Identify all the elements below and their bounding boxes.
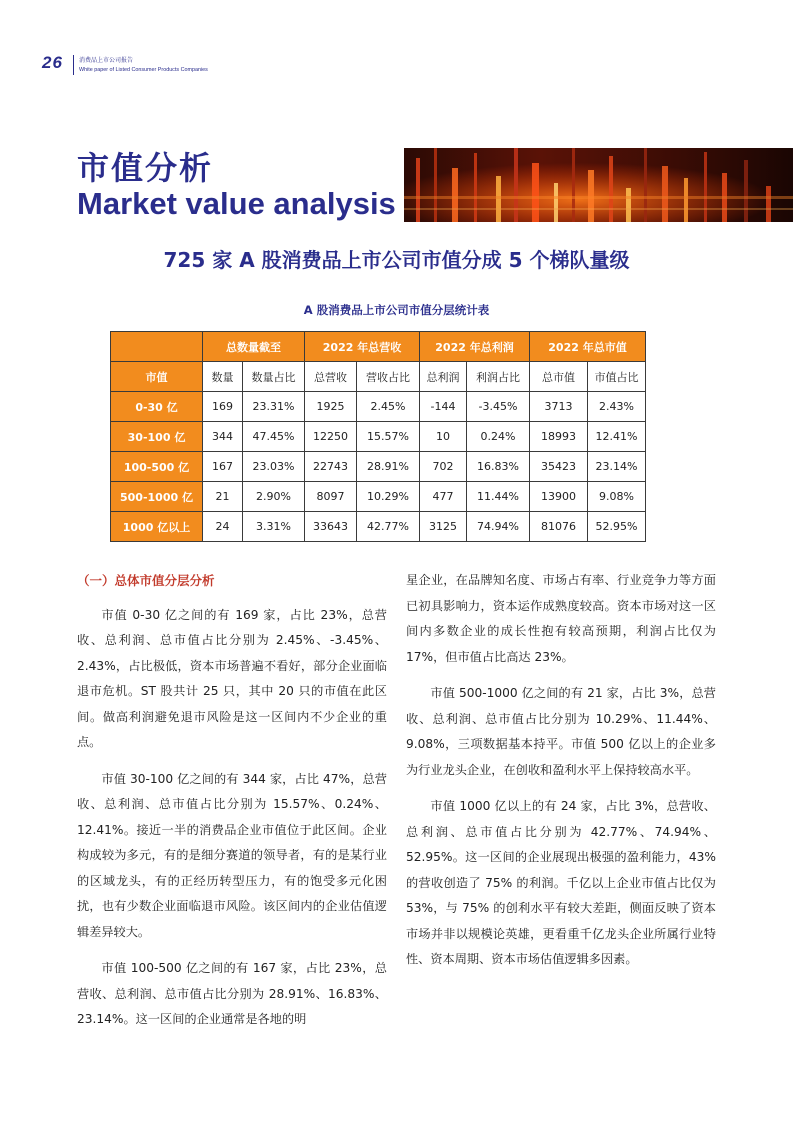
body-paragraph: 市值 0-30 亿之间的有 169 家，占比 23%，总营收、总利润、总市值占比分别为 2.45%、-3.45%、2.43%，占比极低，资本市场普遍不看好，部分企业面临退市危机。ST 股共计 25 只，其中 20 只的市值在此区间。做高利润避免退市风险是这一区间内不少企业的重点。 xyxy=(77,607,387,749)
table-row xyxy=(111,422,646,452)
table-cell: 12250 xyxy=(305,422,357,452)
table-cell: 16.83% xyxy=(467,452,530,482)
table-cell: 28.91% xyxy=(357,452,420,482)
table-cell: 2.45% xyxy=(357,392,420,422)
subsection-heading: （一）总体市值分层分析 xyxy=(77,573,215,588)
table-cell: 11.44% xyxy=(467,482,530,512)
body-paragraph: 市值 100-500 亿之间的有 167 家，占比 23%，总营收、总利润、总市值占比分别为 28.91%、16.83%、23.14%。这一区间的企业通常是各地的明 xyxy=(77,961,387,1026)
table-cell: 477 xyxy=(420,482,467,512)
section-title-cn: 市值分析 xyxy=(77,149,214,187)
table-cell: 169 xyxy=(203,392,243,422)
table-cell: 9.08% xyxy=(588,482,646,512)
body-column-right xyxy=(406,568,716,984)
table-cell: 18993 xyxy=(530,422,588,452)
column-header: 总营收 xyxy=(305,362,357,392)
column-header: 市值占比 xyxy=(588,362,646,392)
column-header: 总市值 xyxy=(530,362,588,392)
body-column-left xyxy=(77,568,387,1044)
table-cell: 22743 xyxy=(305,452,357,482)
table-cell: 81076 xyxy=(530,512,588,542)
table-cell: -3.45% xyxy=(467,392,530,422)
table-cell: 52.95% xyxy=(588,512,646,542)
table-cell: 10 xyxy=(420,422,467,452)
report-title-cn: 消费品上市公司报告 xyxy=(79,57,134,64)
section-title-en: Market value analysis xyxy=(77,186,396,221)
table-cell: 3.31% xyxy=(243,512,305,542)
table-cell: 42.77% xyxy=(357,512,420,542)
column-header: 数量占比 xyxy=(243,362,305,392)
column-header: 市值 xyxy=(111,362,203,392)
table-sub-header-row xyxy=(111,362,646,392)
decorative-banner-image xyxy=(404,148,793,222)
body-paragraph: 星企业，在品牌知名度、市场占有率、行业竞争力等方面已初具影响力，资本运作成熟度较高。资本市场对这一区间内多数企业的成长性抱有较高预期，利润占比仅为 17%，但市值占比高达 23%。 xyxy=(406,573,716,664)
column-header: 营收占比 xyxy=(357,362,420,392)
body-paragraph: 市值 1000 亿以上的有 24 家，占比 3%，总营收、总利润、总市值占比分别为 42.77%、74.94%、52.95%。这一区间的企业展现出极强的盈利能力，43% 的营收创造了 75% 的利润。千亿以上企业市值占比仅为 53%，与 75% 的创利水平有较大差距，侧面反映了资本市场并非以规模论英雄，更看重千亿龙头企业所属行业特性、资本周期、资本市场估值逻辑多因素。 xyxy=(406,799,716,966)
body-paragraph: 市值 30-100 亿之间的有 344 家，占比 47%，总营收、总利润、总市值占比分别为 15.57%、0.24%、12.41%。接近一半的消费品企业市值位于此区间。企业构成较为多元，有的是细分赛道的领导者，有的是某行业的区域龙头，有的正经历转型压力，有的饱受多元化困扰，也有少数企业面临退市风险。该区间内的企业估值逻辑差异较大。 xyxy=(77,771,387,939)
table-title: A 股消费品上市公司市值分层统计表 xyxy=(303,303,490,317)
report-title-en: White paper of Listed Consumer Products Companies xyxy=(79,67,208,73)
table-cell: 47.45% xyxy=(243,422,305,452)
headline: 725 家 A 股消费品上市公司市值分成 5 个梯队量级 xyxy=(163,248,630,272)
table-cell: 2.43% xyxy=(588,392,646,422)
table-cell: 10.29% xyxy=(357,482,420,512)
table-corner-cell xyxy=(111,332,203,362)
table-cell: 2.90% xyxy=(243,482,305,512)
table-cell: 24 xyxy=(203,512,243,542)
header-divider xyxy=(73,55,74,75)
table-cell: 12.41% xyxy=(588,422,646,452)
row-label: 30-100 亿 xyxy=(111,422,203,452)
table-cell: 3125 xyxy=(420,512,467,542)
table-cell: 8097 xyxy=(305,482,357,512)
table-cell: 23.03% xyxy=(243,452,305,482)
table-row xyxy=(111,452,646,482)
table-row xyxy=(111,512,646,542)
group-header: 2022 年总市值 xyxy=(530,332,646,362)
table-cell: 3713 xyxy=(530,392,588,422)
table-cell: 23.31% xyxy=(243,392,305,422)
table-cell: 702 xyxy=(420,452,467,482)
column-header: 数量 xyxy=(203,362,243,392)
body-paragraph: 市值 500-1000 亿之间的有 21 家，占比 3%，总营收、总利润、总市值占比分别为 10.29%、11.44%、9.08%，三项数据基本持平。市值 500 亿以上的企业多为行业龙头企业，在创收和盈利水平上保持较高水平。 xyxy=(406,686,716,777)
row-label: 1000 亿以上 xyxy=(111,512,203,542)
table-cell: 15.57% xyxy=(357,422,420,452)
table-cell: 33643 xyxy=(305,512,357,542)
table-cell: 0.24% xyxy=(467,422,530,452)
row-label: 100-500 亿 xyxy=(111,452,203,482)
row-label: 500-1000 亿 xyxy=(111,482,203,512)
column-header: 利润占比 xyxy=(467,362,530,392)
table-cell: 1925 xyxy=(305,392,357,422)
table-row xyxy=(111,482,646,512)
table-row xyxy=(111,392,646,422)
group-header: 2022 年总营收 xyxy=(305,332,420,362)
column-header: 总利润 xyxy=(420,362,467,392)
table-cell: -144 xyxy=(420,392,467,422)
table-cell: 13900 xyxy=(530,482,588,512)
table-group-header-row xyxy=(111,332,646,362)
table-cell: 74.94% xyxy=(467,512,530,542)
table-cell: 21 xyxy=(203,482,243,512)
table-cell: 23.14% xyxy=(588,452,646,482)
page-number: 26 xyxy=(42,53,63,72)
group-header: 2022 年总利润 xyxy=(420,332,530,362)
table-cell: 167 xyxy=(203,452,243,482)
market-value-table xyxy=(110,331,646,542)
row-label: 0-30 亿 xyxy=(111,392,203,422)
table-cell: 344 xyxy=(203,422,243,452)
table-cell: 35423 xyxy=(530,452,588,482)
group-header: 总数量截至 xyxy=(203,332,305,362)
